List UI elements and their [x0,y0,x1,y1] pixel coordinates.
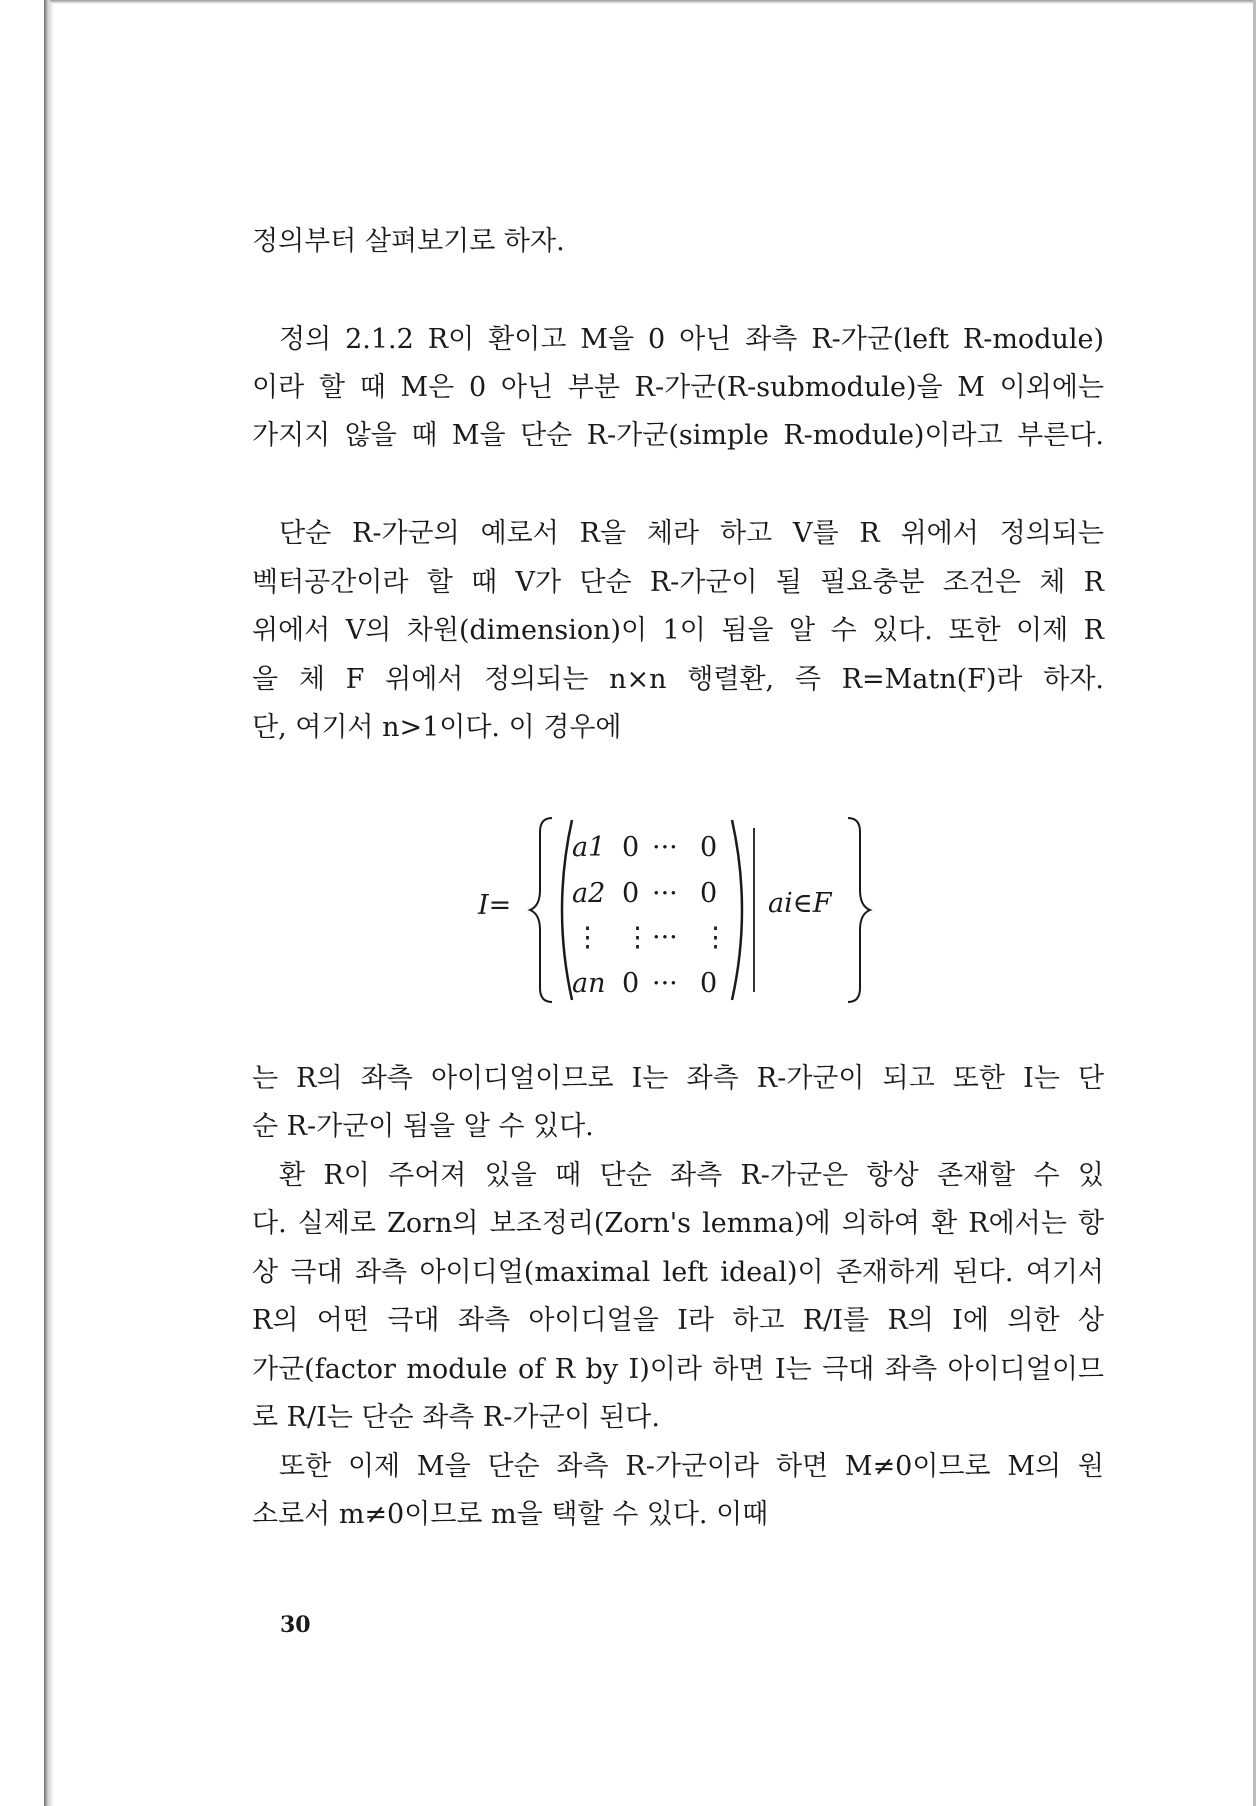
matrix-cell: ··· [652,968,678,999]
matrix-cell: ⋮ [624,922,651,953]
text-line: 위에서 V의 차원(dimension)이 1이 됨을 알 수 있다. 또한 이제 R [252,615,1104,646]
text-line: 가군(factor module of R by I)이라 하면 I는 극대 좌측 아이디얼이므 [252,1354,1104,1385]
text-line: 단순 R-가군의 예로서 R을 체라 하고 V를 R 위에서 정의되는 [279,518,1104,549]
page-edge-left [44,0,54,1806]
matrix-cell: 0 [622,968,640,999]
text-line: 이라 할 때 M은 0 아닌 부분 R-가군(R-submodule)을 M 이외에는 [252,372,1104,403]
left-paren [562,820,572,1000]
matrix-cell: 0 [700,968,718,999]
text-line: 로 R/I는 단순 좌측 R-가군이 된다. [252,1402,660,1433]
matrix-cell: 0 [622,878,640,909]
matrix-cell: 0 [622,832,640,863]
matrix-cell: ··· [652,832,678,863]
right-paren [732,820,742,1000]
matrix-cell: ··· [652,922,678,953]
text-line: R의 어떤 극대 좌측 아이디얼을 I라 하고 R/I를 R의 I에 의한 상 [252,1305,1104,1336]
text-line: 소로서 m≠0이므로 m을 택할 수 있다. 이때 [252,1499,769,1530]
page-edge-top [50,0,1256,4]
page-number: 30 [280,1612,311,1638]
matrix-cell: ··· [652,878,678,909]
matrix-cell: an [572,968,606,999]
matrix-equation [470,810,870,1010]
text-line: 순 R-가군이 됨을 알 수 있다. [252,1111,594,1142]
text-line: 상 극대 좌측 아이디얼(maximal left ideal)이 존재하게 된다. 여기서 [252,1257,1104,1288]
right-brace [848,818,870,1002]
text-line: 정의부터 살펴보기로 하자. [252,226,565,257]
text-line: 가지지 않을 때 M을 단순 R-가군(simple R-module)이라고 부른다. [252,420,1104,451]
text-line: 다. 실제로 Zorn의 보조정리(Zorn's lemma)에 의하여 환 R에서는 항 [252,1208,1104,1239]
matrix-condition: ai∈F [768,888,832,919]
text-line: 단, 여기서 n>1이다. 이 경우에 [252,712,622,743]
matrix-cell: a2 [572,878,606,909]
matrix-cell: a1 [572,832,606,863]
matrix-lhs: I= [478,890,512,921]
matrix-cell: 0 [700,878,718,909]
matrix-cell: 0 [700,832,718,863]
text-line: 을 체 F 위에서 정의되는 n×n 행렬환, 즉 R=Matn(F)라 하자. [252,664,1104,695]
text-line: 환 R이 주어져 있을 때 단순 좌측 R-가군은 항상 존재할 수 있 [279,1160,1104,1191]
left-brace [530,818,552,1002]
matrix-cell: ⋮ [702,922,729,953]
text-line: 는 R의 좌측 아이디얼이므로 I는 좌측 R-가군이 되고 또한 I는 단 [252,1063,1104,1094]
text-line: 또한 이제 M을 단순 좌측 R-가군이라 하면 M≠0이므로 M의 원 [279,1451,1104,1482]
text-line: 벡터공간이라 할 때 V가 단순 R-가군이 될 필요충분 조건은 체 R [252,567,1104,598]
matrix-cell: ⋮ [574,922,601,953]
text-line: 정의 2.1.2 R이 환이고 M을 0 아닌 좌측 R-가군(left R-module) [279,324,1104,355]
